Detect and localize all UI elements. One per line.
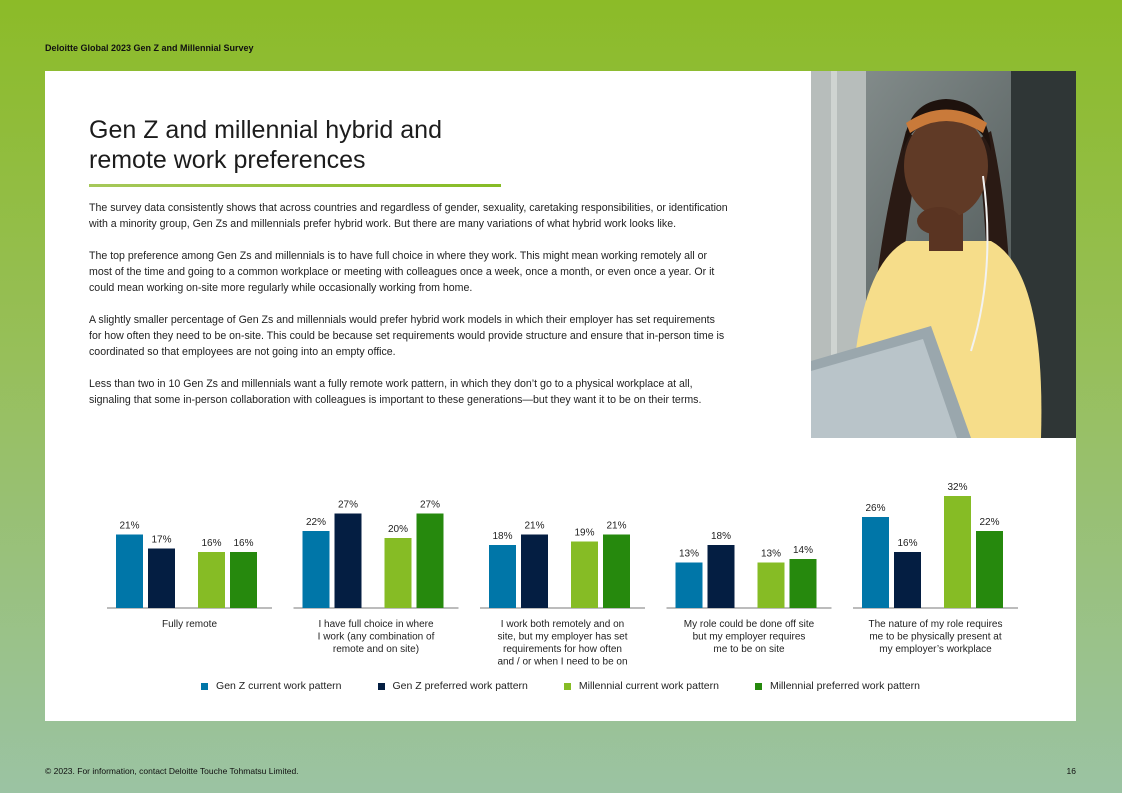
chart-legend xyxy=(45,680,1076,692)
footer-copyright: © 2023. For information, contact Deloitte Touche Tohmatsu Limited. xyxy=(45,766,299,776)
bar-value-label: 18% xyxy=(710,531,732,542)
bar-value-label: 22% xyxy=(979,517,1000,528)
category-label: my employer’s workplace xyxy=(879,644,992,655)
category-label: me to be physically present at xyxy=(869,631,1002,643)
bar-value-label: 13% xyxy=(678,548,700,560)
bar-value-label: 32% xyxy=(947,482,968,493)
bar xyxy=(758,563,785,609)
category-label: and / or when I need to be on xyxy=(497,656,628,668)
bar-value-label: 17% xyxy=(151,534,172,546)
paragraph-4: Less than two in 10 Gen Zs and millennials want a fully remote work pattern, in which they don’t go to a physical workplace at all, signaling that some in-person collaboration with colleagues is important to these generations—but they want it to be on their terms. xyxy=(89,378,702,406)
category-label: I work (any combination of xyxy=(317,631,435,643)
legend-label: Gen Z preferred work pattern xyxy=(392,680,528,692)
category-label: requirements for how often xyxy=(503,644,622,655)
category-label: me to be on site xyxy=(713,644,785,655)
bar-value-label: 18% xyxy=(492,531,513,542)
category-label: I work both remotely and on xyxy=(500,619,625,630)
paragraph-1: The survey data consistently shows that across countries and regardless of gender, sexuality, caretaking responsibilities, or identification with a minority group, Gen Zs and millennials prefer hybrid work. But there are many variations of what hybrid work looks like. xyxy=(89,202,728,230)
bar xyxy=(571,542,598,609)
legend-swatch-genz-preferred xyxy=(378,683,385,690)
bar xyxy=(790,559,817,608)
bar xyxy=(489,545,516,608)
legend-swatch-genz-current xyxy=(201,683,208,690)
bar xyxy=(708,545,735,608)
bar-value-label: 16% xyxy=(201,538,222,549)
category-label: My role could be done off site xyxy=(683,619,815,630)
bar xyxy=(976,531,1003,608)
bar xyxy=(521,535,548,609)
legend-item-millennial-preferred xyxy=(755,680,920,692)
category-label: Fully remote xyxy=(161,619,218,630)
survey-header-label: Deloitte Global 2023 Gen Z and Millennial Survey xyxy=(45,43,254,53)
legend-label: Millennial preferred work pattern xyxy=(769,680,920,692)
legend-item-genz-preferred xyxy=(378,680,528,692)
bar-chart xyxy=(45,71,1076,671)
bar-value-label: 19% xyxy=(574,527,595,539)
category-label: site, but my employer has set xyxy=(497,631,628,643)
legend-swatch-millennial-preferred xyxy=(755,683,762,690)
bar xyxy=(230,552,257,608)
category-label: I have full choice in where xyxy=(318,619,434,630)
bar xyxy=(303,531,330,608)
bar xyxy=(116,535,143,609)
content-card xyxy=(45,71,1076,721)
bar-value-label: 21% xyxy=(606,520,627,532)
legend-item-genz-current xyxy=(201,680,341,692)
bar xyxy=(198,552,225,608)
bar xyxy=(676,563,703,609)
chart-area xyxy=(45,71,1076,721)
bar-value-label: 27% xyxy=(419,499,441,511)
category-label: remote and on site) xyxy=(332,644,420,655)
category-label: The nature of my role requires xyxy=(868,619,1003,630)
bar-value-label: 27% xyxy=(337,499,359,511)
legend-item-millennial-current xyxy=(564,680,719,692)
bar xyxy=(603,535,630,609)
bar xyxy=(417,514,444,609)
bar xyxy=(894,552,921,608)
bar xyxy=(385,538,412,608)
bar-value-label: 14% xyxy=(792,545,814,556)
bar xyxy=(335,514,362,609)
bar-value-label: 22% xyxy=(305,517,327,528)
bar-value-label: 26% xyxy=(865,503,886,514)
paragraph-2: The top preference among Gen Zs and millennials is to have full choice in where they work. This might mean working remotely all or most of the time and going to a common workplace or meeting with colleagues once a week, once a month, or even once a year. Or it could mean working on-site more regularly while occasionally working from home. xyxy=(89,250,715,294)
bar xyxy=(944,496,971,608)
legend-label: Millennial current work pattern xyxy=(578,680,719,692)
page-title: Gen Z and millennial hybrid and remote work preferences xyxy=(89,116,442,174)
bar xyxy=(862,517,889,608)
bar-value-label: 16% xyxy=(897,538,918,549)
bar-value-label: 21% xyxy=(119,520,140,532)
paragraph-3: A slightly smaller percentage of Gen Zs and millennials would prefer hybrid work models in which their employer has set requirements for how often they need to be on-site. This could be because set requirements would provide structure and ensure that in-person time is coordinated so that employees are not going into an empty office. xyxy=(89,314,725,358)
page-number: 16 xyxy=(1066,766,1076,776)
bar-value-label: 16% xyxy=(233,538,254,549)
legend-swatch-millennial-current xyxy=(564,683,571,690)
bar-value-label: 13% xyxy=(760,548,782,560)
bar-value-label: 21% xyxy=(524,520,545,532)
bar xyxy=(148,549,175,609)
category-label: but my employer requires xyxy=(692,631,806,643)
legend-label: Gen Z current work pattern xyxy=(216,680,342,692)
bar-value-label: 20% xyxy=(387,524,409,535)
